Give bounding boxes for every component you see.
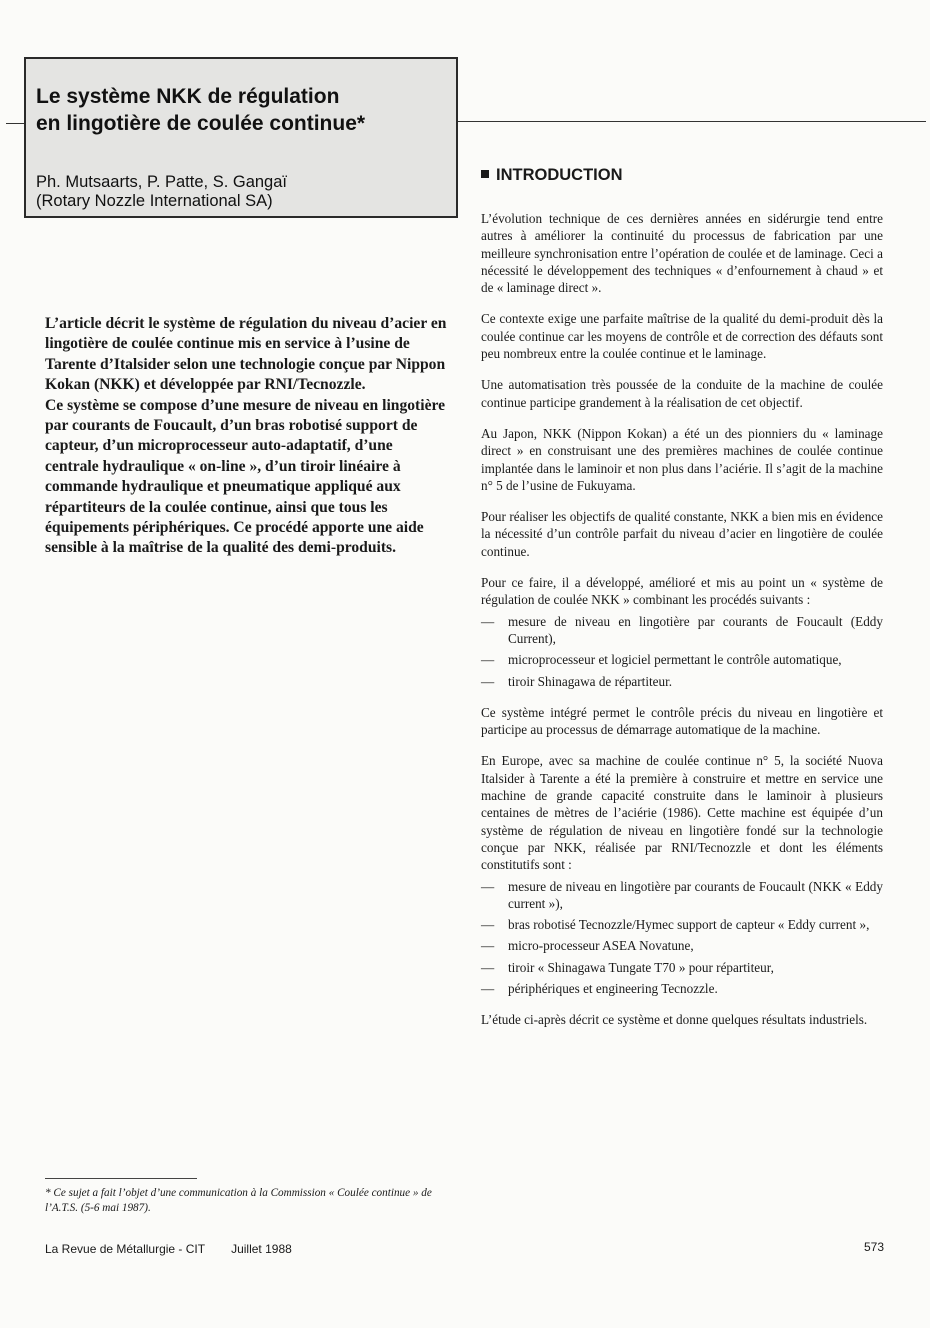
title-line-1: Le système NKK de régulation: [36, 85, 340, 108]
process-list: [481, 613, 883, 690]
affiliation: (Rotary Nozzle International SA): [36, 192, 273, 210]
list-item: [481, 613, 883, 648]
paragraph: Ce contexte exige une parfaite maîtrise de la qualité du demi-produit dès la coulée continue car les moyens de contrôle et de correction des défauts sont peu nombreux entre la coulée continue et le laminage.: [481, 311, 883, 362]
list-item-text: tiroir Shinagawa de répartiteur.: [508, 673, 673, 689]
paragraph: Une automatisation très poussée de la conduite de la machine de coulée continue participe grandement à la réalisation de cet objectif.: [481, 377, 883, 410]
introduction-body: [481, 210, 883, 1043]
list-item: [481, 937, 883, 954]
authors: Ph. Mutsaarts, P. Patte, S. Gangaï: [36, 173, 287, 191]
title-line-2: en lingotière de coulée continue*: [36, 112, 366, 135]
abstract-paragraph-2: Ce système se compose d’une mesure de niveau en lingotière par courants de Foucault, d’un bras robotisé support de capteur, d’un microprocesseur auto-adaptatif, d’une centrale hydraulique « on-line », d’un tiroir linéaire à commande hydraulique et pneumatique appliqué aux répartiteurs de la coulée continue, ainsi que tous les équipements périphériques. Ce procédé apporte une aide sensible à la maîtrise de la qualité des demi-produits.: [45, 396, 446, 557]
list-item-text: mesure de niveau en lingotière par courants de Foucault (NKK « Eddy current »),: [508, 878, 883, 911]
components-list: [481, 878, 883, 998]
abstract: [45, 314, 449, 559]
section-heading: [481, 166, 623, 185]
dash-bullet-icon: —: [481, 673, 495, 689]
journal-name: La Revue de Métallurgie - CIT: [45, 1242, 206, 1256]
list-item-text: microprocesseur et logiciel permettant le contrôle automatique,: [508, 652, 842, 668]
title-rule-left: [6, 123, 24, 124]
title-box: [24, 57, 458, 218]
paragraph: Pour réaliser les objectifs de qualité constante, NKK a bien mis en évidence la nécessité d’un contrôle parfait du niveau d’acier en lingotière de coulée continue.: [481, 509, 883, 559]
list-item: [481, 651, 883, 668]
paragraph: L’étude ci-après décrit ce système et donne quelques résultats industriels.: [481, 1012, 868, 1028]
footnote: * Ce sujet a fait l’objet d’une communication à la Commission « Coulée continue » de l’A.T.S. (5-6 mai 1987).: [45, 1187, 432, 1214]
footer: [45, 1242, 292, 1256]
article-title: [36, 83, 365, 137]
list-item: [481, 673, 883, 690]
list-item: [481, 878, 883, 913]
dash-bullet-icon: —: [481, 878, 495, 894]
footnote-rule: [45, 1178, 197, 1179]
list-item-text: mesure de niveau en lingotière par courants de Foucault (Eddy Current),: [508, 613, 883, 646]
dash-bullet-icon: —: [481, 652, 495, 668]
paragraph: En Europe, avec sa machine de coulée continue n° 5, la société Nuova Italsider à Tarente a été la première à construire et mettre en service une machine de grande capacité construite dans le laminoir à plusieurs centaines de mètres de l’aciérie (1986). Cette machine est équipée d’un système de régulation de niveau en lingotière fondé sur la technologie conçue par NKK, réalisée par RNI/Tecnozzle et dont les éléments constitutifs sont :: [481, 753, 883, 873]
issue-date: Juillet 1988: [231, 1242, 292, 1256]
list-item-text: périphériques et engineering Tecnozzle.: [508, 980, 718, 996]
list-item-text: micro-processeur ASEA Novatune,: [508, 938, 694, 954]
dash-bullet-icon: —: [481, 938, 495, 954]
paragraph: Ce système intégré permet le contrôle précis du niveau en lingotière et participe au processus de démarrage automatique de la machine.: [481, 704, 883, 738]
abstract-paragraph-1: L’article décrit le système de régulation du niveau d’acier en lingotière de coulée continue mis en service à l’usine de Tarente d’Italsider selon une technologie conçue par Nippon Kokan (NKK) et développée par RNI/Tecnozzle.: [45, 315, 447, 394]
list-item: [481, 959, 883, 976]
dash-bullet-icon: —: [481, 959, 495, 975]
paragraph: L’évolution technique de ces dernières années en sidérurgie tend entre autres à améliorer la continuité du processus de fabrication par une meilleure synchronisation entre l’opération de coulée et de laminage. Ceci a nécessité le développement des techniques « d’enfournement à chaud » et de « laminage direct ».: [481, 211, 883, 296]
dash-bullet-icon: —: [481, 917, 495, 933]
page-number: 573: [863, 1240, 884, 1254]
title-rule-right: [458, 121, 926, 122]
list-item-text: tiroir « Shinagawa Tungate T70 » pour répartiteur,: [508, 959, 774, 975]
paragraph: Pour ce faire, il a développé, amélioré et mis au point un « système de régulation de coulée NKK » combinant les procédés suivants :: [481, 575, 883, 608]
author-block: [36, 173, 287, 211]
list-item: [481, 980, 883, 997]
dash-bullet-icon: —: [481, 613, 495, 629]
section-heading-text: INTRODUCTION: [496, 166, 623, 184]
dash-bullet-icon: —: [481, 980, 495, 996]
square-bullet-icon: [481, 170, 489, 178]
list-item-text: bras robotisé Tecnozzle/Hymec support de capteur « Eddy current »,: [508, 917, 870, 933]
paragraph: Au Japon, NKK (Nippon Kokan) a été un des pionniers du « laminage direct » en construisant une des premières machines de coulée continue implantée dans le laminoir et non plus dans l’aciérie. Il s’agit de la machine n° 5 de l’usine de Fukuyama.: [481, 425, 883, 493]
list-item: [481, 916, 883, 933]
